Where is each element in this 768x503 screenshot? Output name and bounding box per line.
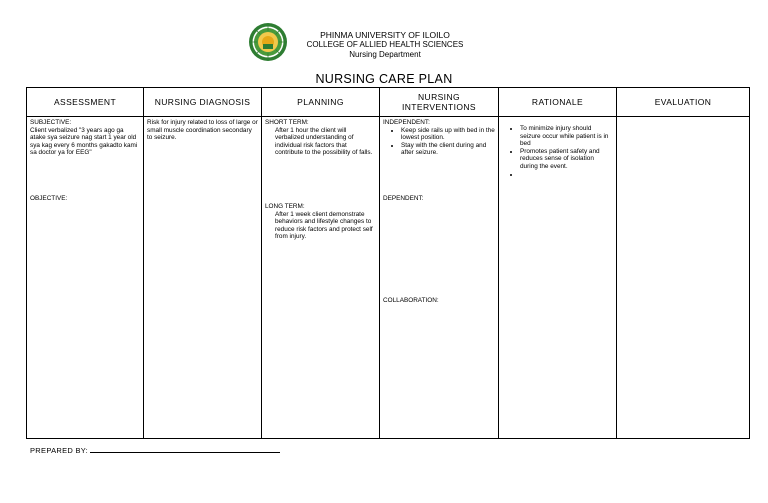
list-item: • Stay with the client during and after seizure. <box>401 142 495 157</box>
page-title: NURSING CARE PLAN <box>315 72 453 86</box>
diagnosis-cell <box>144 117 262 439</box>
rationale-cell <box>499 117 617 439</box>
short-term-text: After 1 hour the client will verbalized understanding of individual risk factors that contribute to the possibility of falls. <box>275 126 373 157</box>
column-header-evaluation: EVALUATION <box>617 88 750 117</box>
short-term-label: SHORT TERM: <box>265 119 309 126</box>
column-header-rationale: RATIONALE <box>499 88 617 117</box>
university-seal-icon <box>248 22 288 62</box>
assessment-cell <box>27 117 144 439</box>
institution-block <box>290 30 480 60</box>
prepared-by <box>30 446 280 455</box>
interventions-cell <box>380 117 499 439</box>
subjective-text: Client verbalized "3 years ago ga atake sya seizure nag start 1 year old sya kag every 6 months gakadto kami sa doctor ya for EEG" <box>30 126 138 157</box>
subjective-label: SUBJECTIVE: <box>30 119 72 126</box>
list-item: • To minimize injury should seizure occur while patient is in bed <box>520 125 613 148</box>
college-name: COLLEGE OF ALLIED HEALTH SCIENCES <box>306 40 464 49</box>
diagnosis-text: Risk for injury related to loss of large or small muscle coordination secondary to seizure. <box>147 119 258 142</box>
independent-label: INDEPENDENT: <box>383 119 430 126</box>
rationale-list <box>502 125 613 178</box>
document-header <box>0 20 768 70</box>
long-term-label: LONG TERM: <box>265 202 305 210</box>
dependent-label: DEPENDENT: <box>383 194 424 202</box>
care-plan-table <box>26 87 750 439</box>
signature-line[interactable] <box>90 446 280 453</box>
prepared-by-label: PREPARED BY: <box>30 446 89 455</box>
column-header-assessment: ASSESSMENT <box>27 88 144 117</box>
list-item: • Keep side rails up with bed in the lowest position. <box>401 127 495 142</box>
table-row <box>27 117 750 439</box>
department-name: Nursing Department <box>349 50 421 59</box>
column-header-diagnosis: NURSING DIAGNOSIS <box>144 88 262 117</box>
evaluation-cell <box>617 117 750 439</box>
list-item: • Promotes patient safety and reduces sense of isolation during the event. <box>520 148 613 171</box>
collaboration-label: COLLABORATION: <box>383 296 439 304</box>
planning-cell <box>262 117 380 439</box>
university-name: PHINMA UNIVERSITY OF ILOILO <box>320 30 450 40</box>
long-term-text: After 1 week client demonstrate behaviors and lifestyle changes to reduce risk factors and protect self from injury. <box>275 210 373 241</box>
interventions-header-text: NURSING INTERVENTIONS <box>402 92 476 112</box>
table-header-row <box>27 88 750 117</box>
column-header-interventions <box>380 88 499 117</box>
objective-label: OBJECTIVE: <box>30 194 68 202</box>
column-header-planning: PLANNING <box>262 88 380 117</box>
list-item <box>520 171 613 179</box>
independent-list <box>383 127 495 157</box>
